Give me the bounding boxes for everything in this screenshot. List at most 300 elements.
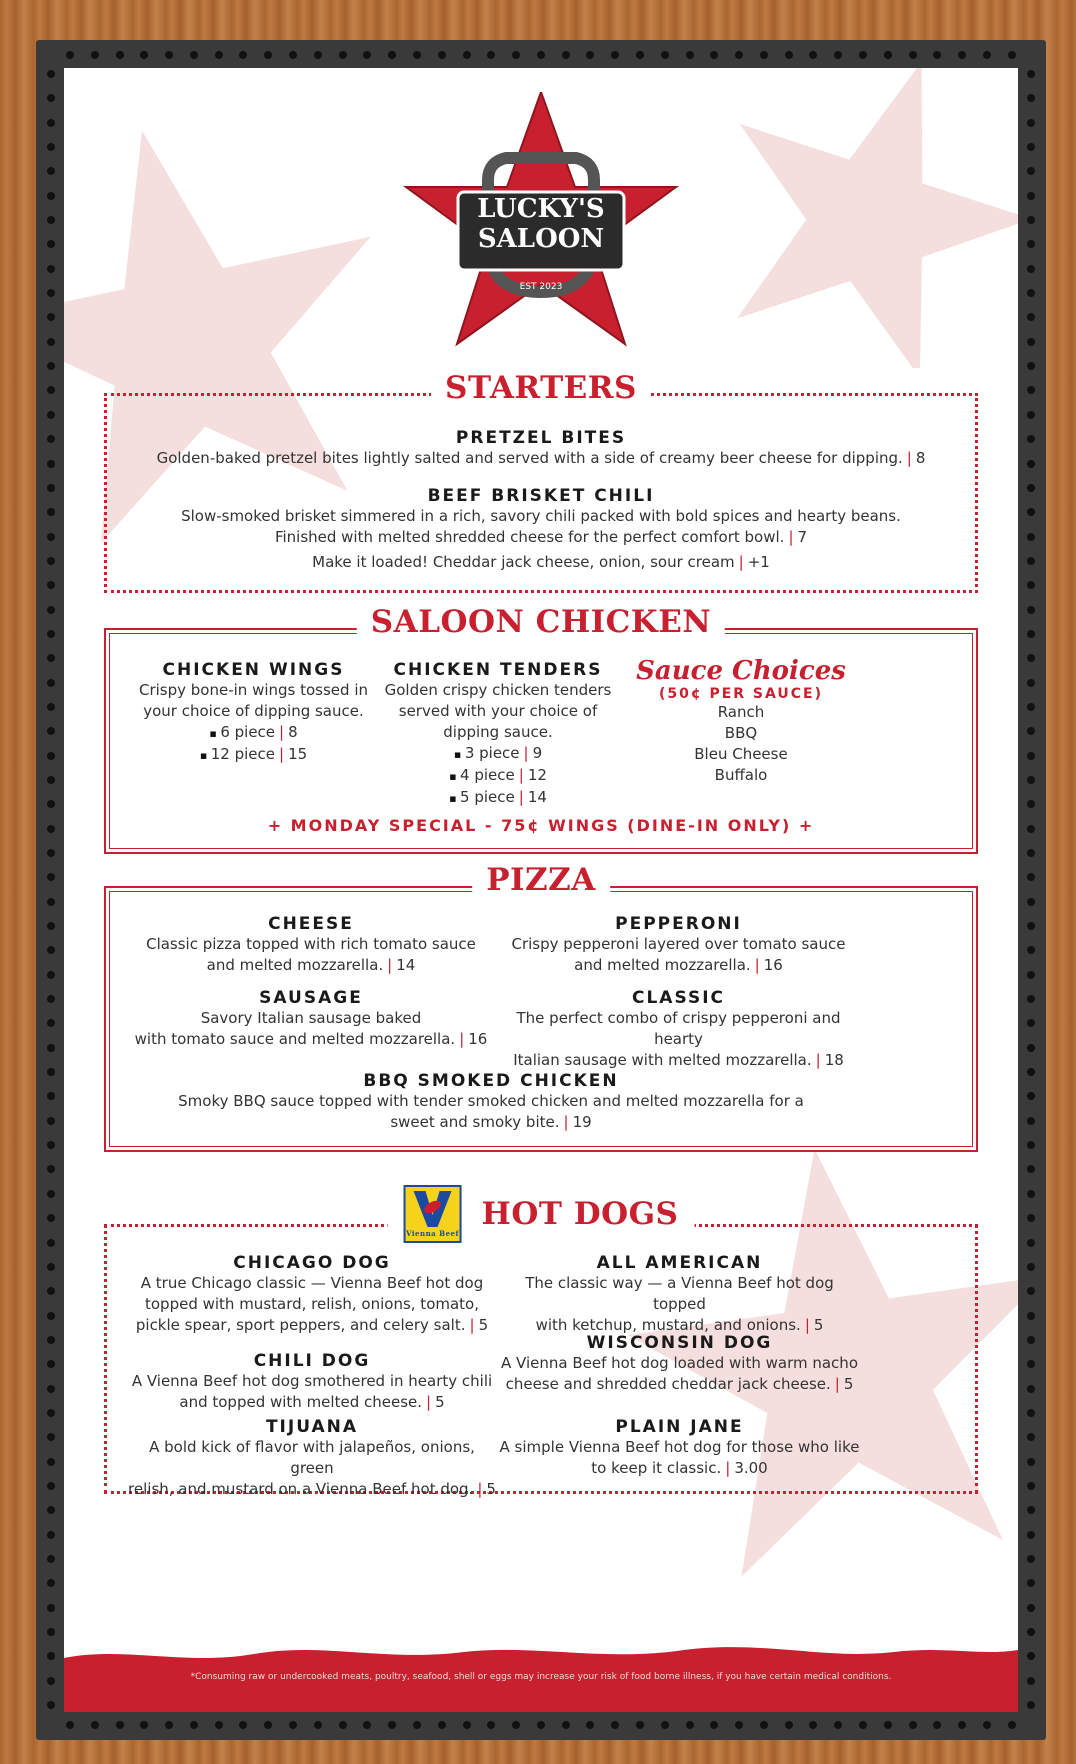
bulb-icon [47,362,55,370]
bulb-icon [1027,533,1035,541]
bulb-icon [47,411,55,419]
bulb-icon [47,873,55,881]
hotdog-plain [497,1417,862,1479]
bulb-icon [983,51,991,59]
bulb-icon [47,119,55,127]
bulb-icon [47,1360,55,1368]
bulb-icon [1027,1555,1035,1563]
sauce-item: Ranch [717,703,765,721]
hotdogs-title: HOT DOGS [481,1196,679,1232]
pizza-sausage [126,988,496,1050]
hotdog-tijuana-name: TIJUANA [265,1417,359,1437]
pizza-classic-desc2: Italian sausage with melted mozzarella. | 18 [513,1051,844,1069]
bulb-icon [1027,679,1035,687]
bulb-icon [264,51,272,59]
bulb-icon [47,192,55,200]
hotdog-tijuana [127,1417,497,1500]
bulb-icon [47,1336,55,1344]
hotdog-american-name: ALL AMERICAN [596,1253,763,1273]
pizza-pepperoni-desc2: and melted mozzarella. | 16 [574,956,783,974]
bulb-icon [884,1721,892,1729]
bulb-icon [1027,338,1035,346]
hotdog-tijuana-desc2: relish, and mustard on a Vienna Beef hot dog. | 5 [128,1480,496,1498]
bulb-icon [47,484,55,492]
bulb-icon [47,70,55,78]
hotdog-chili-price: 5 [435,1393,445,1411]
bulb-icon [47,313,55,321]
bulb-icon [686,1721,694,1729]
bulb-icon [1027,1433,1035,1441]
bulb-icon [611,51,619,59]
pizza-title: PIZZA [472,862,610,898]
bulb-icon [1027,192,1035,200]
bulb-icon [140,51,148,59]
bulb-icon [1027,776,1035,784]
bulb-icon [1027,508,1035,516]
bulb-icon [1027,362,1035,370]
saloon-logo [398,92,684,354]
bulb-icon [47,1068,55,1076]
bulb-icon [47,1531,55,1539]
bulb-icon [47,703,55,711]
footer-disclaimer: *Consuming raw or undercooked meats, poultry, seafood, shell or eggs may increase your risk of food borne illness, if you have certain medical conditions. [190,1672,892,1682]
bulb-icon [91,1721,99,1729]
pizza-classic-desc1: The perfect combo of crispy pepperoni and hearty [516,1009,841,1048]
hotdog-plain-price: 3.00 [734,1459,768,1477]
bulb-icon [47,581,55,589]
bulb-icon [1027,386,1035,394]
bulb-icon [1027,800,1035,808]
bulb-icon [47,216,55,224]
bulb-icon [1027,411,1035,419]
chicken-tenders-desc3: dipping sauce. [443,723,553,741]
sauce-item: BBQ [724,724,758,742]
brisket-chili-price: 7 [797,528,808,546]
hotdog-plain-desc1: A simple Vienna Beef hot dog for those who like [499,1438,860,1456]
bulb-icon [1027,70,1035,78]
bulb-icon [1027,1312,1035,1320]
bulb-icon [47,1287,55,1295]
pizza-bbq-name: BBQ SMOKED CHICKEN [363,1071,619,1091]
bulb-icon [1027,825,1035,833]
bulb-icon [735,51,743,59]
monday-special: + MONDAY SPECIAL - 75¢ WINGS (DINE-IN ONLY) + [267,816,815,835]
hotdog-chicago-name: CHICAGO DOG [233,1253,391,1273]
bulb-icon [47,1701,55,1709]
bulb-icon [47,1019,55,1027]
pizza-pepperoni [506,914,851,976]
bulb-icon [47,557,55,565]
chili-addon: Make it loaded! Cheddar jack cheese, onion, sour cream | +1 [312,553,770,571]
bulb-icon [47,971,55,979]
bulb-icon [958,1721,966,1729]
bulb-icon [537,1721,545,1729]
wings-option: ▪ 6 piece | 8 [126,722,381,744]
bulb-icon [809,1721,817,1729]
bulb-icon [314,1721,322,1729]
sauce-item: Bleu Cheese [694,745,788,763]
bulb-icon [1027,313,1035,321]
bulb-icon [1027,289,1035,297]
bulb-icon [47,1385,55,1393]
bulb-icon [47,1482,55,1490]
bulb-icon [47,1604,55,1612]
pizza-sausage-desc2: with tomato sauce and melted mozzarella. | 16 [134,1030,488,1048]
bulb-icon [1027,167,1035,175]
bulb-icon [47,630,55,638]
bulb-icon [190,51,198,59]
pizza-cheese [126,914,496,976]
bulb-icon [47,679,55,687]
pizza-sausage-name: SAUSAGE [259,988,363,1008]
bulb-icon [413,1721,421,1729]
pizza-classic-name: CLASSIC [632,988,725,1008]
bulb-icon [1027,1409,1035,1417]
bulb-icon [859,51,867,59]
bulb-icon [909,1721,917,1729]
pizza-sausage-price: 16 [468,1030,488,1048]
hotdog-chili [127,1351,497,1413]
bulb-icon [1027,143,1035,151]
bulb-icon [47,94,55,102]
bulb-icon [1008,1721,1016,1729]
pretzel-bites-desc: Golden-baked pretzel bites lightly salted and served with a side of creamy beer cheese for dipping. | 8 [156,449,926,467]
chicken-title: SALOON CHICKEN [357,604,725,640]
bulb-icon [47,1458,55,1466]
bulb-icon [1027,727,1035,735]
bulb-icon [785,51,793,59]
vienna-beef-text: Vienna Beef [406,1229,459,1238]
bulb-icon [47,533,55,541]
bulb-icon [1027,1604,1035,1612]
bulb-icon [47,508,55,516]
bulb-icon [239,51,247,59]
bulb-icon [116,51,124,59]
hotdogs-header [388,1185,695,1243]
bulb-icon [47,1677,55,1685]
hotdog-wisconsin-desc1: A Vienna Beef hot dog loaded with warm nacho [501,1354,858,1372]
bulb-icon [66,51,74,59]
hotdog-american [497,1253,862,1336]
pizza-classic-price: 18 [824,1051,844,1069]
bulb-icon [933,1721,941,1729]
bulb-icon [47,995,55,1003]
bulb-icon [1027,94,1035,102]
bulb-icon [1027,1044,1035,1052]
chicken-tenders [378,660,618,809]
pizza-bbq-desc2: sweet and smoky bite. | 19 [390,1113,592,1131]
bulb-icon [47,849,55,857]
bulb-icon [215,1721,223,1729]
tenders-option: ▪ 4 piece | 12 [378,765,618,787]
bulb-icon [1027,1019,1035,1027]
hotdog-chicago-desc2: topped with mustard, relish, onions, tomato, [144,1295,479,1313]
hotdog-american-desc2: with ketchup, mustard, and onions. | 5 [535,1316,824,1334]
bulb-icon [47,1044,55,1052]
bulb-icon [735,1721,743,1729]
bulb-icon [47,922,55,930]
bulb-icon [1027,849,1035,857]
bulb-icon [289,1721,297,1729]
logo-line2: SALOON [477,224,605,254]
bulb-icon [1027,216,1035,224]
bulb-icon [1027,1677,1035,1685]
pizza-pepperoni-desc1: Crispy pepperoni layered over tomato sauce [511,935,846,953]
bulb-icon [1027,1579,1035,1587]
chicken-wings-desc1: Crispy bone-in wings tossed in [138,681,368,699]
bulb-icon [1027,1165,1035,1173]
bulb-icon [339,51,347,59]
bulb-icon [636,51,644,59]
pizza-cheese-name: CHEESE [268,914,354,934]
bulb-icon [562,51,570,59]
bulb-icon [47,1117,55,1125]
bulb-icon [47,386,55,394]
bulb-icon [1027,1531,1035,1539]
logo-line1: LUCKY'S [477,194,605,224]
bulb-icon [215,51,223,59]
bulb-icon [47,167,55,175]
bulb-icon [47,338,55,346]
bulb-icon [1027,557,1035,565]
bulb-icon [140,1721,148,1729]
pizza-bbq-price: 19 [572,1113,592,1131]
sauce-choices-title: Sauce Choices [636,656,846,686]
hotdog-american-desc1: The classic way — a Vienna Beef hot dog topped [525,1274,834,1313]
bulb-icon [47,1141,55,1149]
bulb-icon [438,51,446,59]
bulb-icon [388,51,396,59]
wings-option: ▪ 12 piece | 15 [126,744,381,766]
bulb-icon [413,51,421,59]
hotdog-wisconsin-name: WISCONSIN DOG [586,1333,773,1353]
bulb-icon [1027,1701,1035,1709]
hotdog-plain-desc2: to keep it classic. | 3.00 [591,1459,768,1477]
bulb-icon [190,1721,198,1729]
pizza-cheese-desc1: Classic pizza topped with rich tomato sauce [146,935,476,953]
bulb-icon [983,1721,991,1729]
bulb-icon [47,1579,55,1587]
bulb-icon [47,800,55,808]
hotdog-tijuana-desc1: A bold kick of flavor with jalapeños, onions, green [149,1438,475,1477]
bulb-icon [661,51,669,59]
bulb-icon [66,1721,74,1729]
bulb-icon [1027,1482,1035,1490]
bulb-icon [1027,606,1035,614]
bulb-icon [1027,995,1035,1003]
bulb-icon [47,1433,55,1441]
chicken-tenders-desc2: served with your choice of [398,702,598,720]
bulb-icon [463,51,471,59]
bulb-icon [47,1628,55,1636]
hotdogs-section [104,1196,978,1498]
bulb-icon [165,1721,173,1729]
bulb-icon [47,946,55,954]
bulb-icon [1027,435,1035,443]
bulb-icon [47,752,55,760]
bulb-icon [636,1721,644,1729]
bulb-icon [487,1721,495,1729]
bulb-icon [785,1721,793,1729]
chicken-wings-desc2: your choice of dipping sauce. [143,702,364,720]
bulb-icon [47,1506,55,1514]
bulb-icon [512,1721,520,1729]
bulb-icon [958,51,966,59]
hotdog-plain-name: PLAIN JANE [615,1417,744,1437]
pizza-classic [496,988,861,1071]
logo-est: EST 2023 [519,282,563,292]
menu-frame [36,40,1046,1740]
bulb-icon [1027,703,1035,711]
sauce-choices [631,656,851,786]
bulb-icon [710,51,718,59]
bulb-icon [47,289,55,297]
bulb-icon [686,51,694,59]
bulb-icon [1008,51,1016,59]
bulb-icon [1027,119,1035,127]
bulb-icon [1027,1214,1035,1222]
bulb-icon [1027,1458,1035,1466]
bulb-icon [47,654,55,662]
bulb-icon [1027,922,1035,930]
bulb-icon [339,1721,347,1729]
bulb-icon [834,51,842,59]
sauce-choices-subtitle: (50¢ PER SAUCE) [658,686,824,702]
hotdog-chicago-desc3: pickle spear, sport peppers, and celery salt. | 5 [135,1316,489,1334]
bulb-icon [512,51,520,59]
hotdog-american-price: 5 [813,1316,824,1334]
chicken-tenders-name: CHICKEN TENDERS [393,660,603,680]
bulb-icon [1027,630,1035,638]
bulb-icon [1027,1336,1035,1344]
hotdog-chicago [127,1253,497,1336]
bulb-icon [1027,1360,1035,1368]
bulb-icon [165,51,173,59]
bulb-icon [47,776,55,784]
bulb-icon [239,1721,247,1729]
chili-addon-price: +1 [747,553,770,571]
bulb-icon [487,51,495,59]
bulb-icon [47,1165,55,1173]
bulb-icon [1027,1239,1035,1247]
bulb-icon [1027,1092,1035,1100]
tenders-options [378,743,618,809]
bulb-icon [537,51,545,59]
bulb-icon [47,898,55,906]
bulb-icon [1027,898,1035,906]
bulb-icon [47,435,55,443]
bulb-icon [586,51,594,59]
bulb-icon [47,265,55,273]
hotdog-wisconsin-price: 5 [843,1375,854,1393]
bulb-icon [1027,946,1035,954]
chicken-section [104,604,978,854]
bulb-icon [809,51,817,59]
bulb-icon [933,51,941,59]
bulb-icon [1027,484,1035,492]
pizza-bbq-desc1: Smoky BBQ sauce topped with tender smoked chicken and melted mozzarella for a [178,1092,804,1110]
bulb-icon [47,1214,55,1222]
bulb-icon [1027,873,1035,881]
bulb-icon [47,1555,55,1563]
bulb-icon [47,1652,55,1660]
bulb-icon [710,1721,718,1729]
pizza-sausage-desc1: Savory Italian sausage baked [200,1009,422,1027]
marquee-bulbs-left [47,70,55,1710]
bulb-icon [1027,752,1035,760]
hotdog-chicago-desc1: A true Chicago classic — Vienna Beef hot dog [140,1274,484,1292]
bulb-icon [1027,1652,1035,1660]
bulb-icon [47,1409,55,1417]
pizza-cheese-desc2: and melted mozzarella. | 14 [206,956,416,974]
hotdog-wisconsin-desc2: cheese and shredded cheddar jack cheese. | 5 [505,1375,854,1393]
bulb-icon [1027,1141,1035,1149]
pretzel-bites-price: 8 [915,449,926,467]
bulb-icon [562,1721,570,1729]
hotdog-chili-desc2: and topped with melted cheese. | 5 [179,1393,445,1411]
hotdog-tijuana-price: 5 [486,1480,496,1498]
bulb-icon [1027,581,1035,589]
starters-title: STARTERS [431,370,651,406]
bulb-icon [438,1721,446,1729]
bulb-icon [1027,240,1035,248]
bulb-icon [760,1721,768,1729]
bulb-icon [1027,1263,1035,1271]
bulb-icon [760,51,768,59]
bulb-icon [47,825,55,833]
tenders-option: ▪ 3 piece | 9 [378,743,618,765]
bulb-icon [884,51,892,59]
starters-section [104,370,978,593]
bulb-icon [1027,460,1035,468]
bulb-icon [463,1721,471,1729]
marquee-bulbs-right [1027,70,1035,1710]
bulb-icon [47,1239,55,1247]
bulb-icon [47,1312,55,1320]
pizza-cheese-price: 14 [396,956,416,974]
bulb-icon [1027,1117,1035,1125]
wings-options [126,722,381,766]
hotdog-chicago-price: 5 [478,1316,489,1334]
chicken-wings-name: CHICKEN WINGS [162,660,345,680]
bulb-icon [289,51,297,59]
bulb-icon [859,1721,867,1729]
pizza-pepperoni-name: PEPPERONI [615,914,742,934]
bulb-icon [1027,1628,1035,1636]
bulb-icon [1027,1287,1035,1295]
bulb-icon [586,1721,594,1729]
bulb-icon [47,606,55,614]
bulb-icon [1027,1190,1035,1198]
bulb-icon [388,1721,396,1729]
bulb-icon [314,51,322,59]
bulb-icon [1027,971,1035,979]
bulb-icon [47,1190,55,1198]
bulb-icon [116,1721,124,1729]
bulb-icon [264,1721,272,1729]
bulb-icon [47,1263,55,1271]
chicken-wings [126,660,381,766]
hotdog-chili-name: CHILI DOG [253,1351,371,1371]
bulb-icon [1027,1385,1035,1393]
pizza-pepperoni-price: 16 [763,956,783,974]
bulb-icon [834,1721,842,1729]
marquee-bulbs-top [66,51,1016,59]
menu-paper [64,68,1018,1712]
bulb-icon [91,51,99,59]
bulb-icon [1027,1506,1035,1514]
sauce-item: Buffalo [714,766,768,784]
